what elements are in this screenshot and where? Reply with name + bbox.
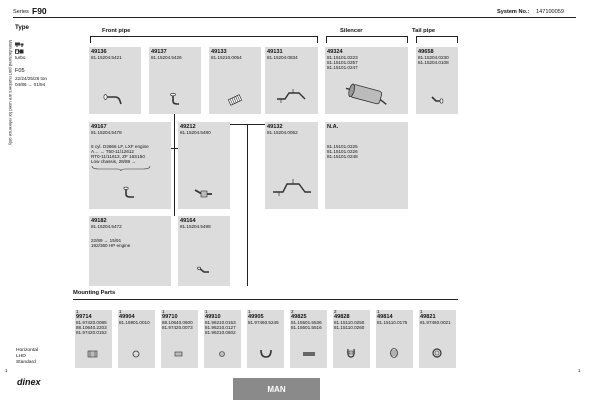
mounting-code: 81.15110.0260 [334, 325, 365, 330]
mounting-code: 81.15501.5536 [291, 320, 322, 325]
mounting-part-49828[interactable] [333, 310, 370, 368]
connector-49137-49212 [174, 114, 175, 216]
part-card-49164[interactable] [178, 216, 230, 286]
mounting-code: 88.10640.0600 [162, 320, 193, 325]
note-2: A… → T50-11/12612 [91, 149, 134, 154]
system-value: 147100059 [536, 9, 564, 15]
mounting-code: 88.10640.2203 [76, 325, 107, 330]
mounting-code: 81.15110.0250 [334, 320, 365, 325]
mounting-qty: 1 [420, 309, 423, 314]
mounting-number: 49814 [377, 314, 393, 320]
part-code: 81.15204.5498 [180, 224, 211, 229]
part-number: 49324 [327, 49, 343, 55]
part-number: 49212 [180, 124, 196, 130]
mounting-qty: 2 [291, 309, 294, 314]
part-number: 49133 [211, 49, 227, 55]
note-brace [91, 165, 151, 171]
part-code-1: 81.15204.0230 [418, 55, 449, 60]
part-code-2: 81.15101.0226 [327, 149, 358, 154]
mounting-picture [259, 346, 273, 364]
bent-pipe-picture [275, 87, 309, 105]
silencer-picture [343, 81, 391, 109]
connector-h1 [171, 148, 178, 149]
mounting-part-49814[interactable] [376, 310, 413, 368]
mounting-qty: 1 [205, 309, 208, 314]
date-range: 04/86 → 01/94 [15, 82, 46, 87]
short-pipe-picture [196, 266, 212, 278]
elbow-pipe-picture [169, 93, 181, 107]
mounting-picture [302, 346, 316, 364]
part-code: 81.15204.5421 [91, 55, 122, 60]
long-pipe-picture [271, 176, 313, 198]
part-code-3: 81.15101.0247 [327, 65, 358, 70]
mounting-code: 81.96210.0127 [205, 325, 236, 330]
mounting-qty: 1 [248, 309, 251, 314]
connector-v2 [247, 124, 248, 286]
tonnage: 22/24/25/26 ton [15, 76, 47, 81]
series-label: Series [13, 9, 29, 15]
mounting-number: 49825 [291, 314, 307, 320]
part-card-49212[interactable] [178, 122, 230, 209]
mounting-number: 49905 [248, 314, 264, 320]
part-code: 81.15204.5478 [91, 130, 122, 135]
part-card-49132[interactable] [265, 122, 318, 209]
tail-pipe-picture [430, 95, 444, 107]
part-card-49136[interactable] [89, 47, 141, 114]
mounting-picture [173, 346, 185, 364]
mounting-part-49910[interactable] [204, 310, 241, 368]
mounting-qty: 1 [119, 309, 122, 314]
mounting-code: 81.15901.0010 [119, 320, 150, 325]
header-rule [13, 17, 576, 18]
type-line-2: turbo [15, 55, 26, 60]
mounting-part-99710[interactable] [161, 310, 198, 368]
part-card-49133[interactable] [209, 47, 261, 114]
part-code: 81.15204.0834 [267, 55, 298, 60]
mounting-code: 81.97460.0021 [420, 320, 451, 325]
mounting-number: 49828 [334, 314, 350, 320]
part-card-49167[interactable] [89, 122, 171, 209]
model-label: F05 [15, 68, 25, 74]
front-pipe-variant-picture [123, 186, 137, 200]
part-code-2: 81.15204.0108 [418, 60, 449, 65]
silencer-heading: Silencer [340, 28, 363, 34]
part-number: 49132 [267, 124, 283, 130]
note-1: 22/89 → 15/91 [91, 238, 122, 243]
page-number-right: 1 [578, 368, 581, 373]
part-code-1: 81.15101.0225 [327, 144, 358, 149]
dinex-logo [17, 375, 45, 387]
page-number-left: 1 [5, 368, 8, 373]
tail-pipe-heading: Tail pipe [412, 28, 436, 34]
mounting-part-49904[interactable] [118, 310, 155, 368]
mounting-number: 99714 [76, 314, 92, 320]
part-code-2: 81.15101.0257 [327, 60, 358, 65]
part-number: 49182 [91, 218, 107, 224]
tail-pipe-bracket-r [457, 36, 458, 43]
mounting-part-49905[interactable] [247, 310, 284, 368]
front-pipe-bracket-l [90, 36, 91, 43]
mounting-code: 81.96210.0153 [205, 320, 236, 325]
silencer-bracket-l [326, 36, 327, 43]
type-line-1: FNL [15, 49, 24, 54]
mounting-number: 49904 [119, 314, 135, 320]
mounting-rule [73, 299, 458, 300]
silencer-bracket-r [407, 36, 408, 43]
tail-pipe-bracket [416, 36, 458, 37]
mounting-code: 81.96210.0602 [205, 330, 236, 335]
note-4: Low chassis, 28/88 → [91, 159, 136, 164]
mounting-picture [388, 346, 400, 364]
config-line-2: LHD [16, 354, 26, 359]
mounting-picture [130, 346, 142, 364]
silencer-bracket [326, 36, 408, 37]
truck-icon [15, 34, 24, 39]
part-code: 81.15204.5472 [91, 224, 122, 229]
front-pipe-bracket-r [317, 36, 318, 43]
mounting-part-99714[interactable] [75, 310, 112, 368]
mounting-number: 49910 [205, 314, 221, 320]
mounting-code: 81.97420.0073 [162, 325, 193, 330]
part-number: N.A. [327, 124, 339, 130]
note-1: 6 cyl. D2866 LF, LXF engine [91, 144, 149, 149]
mounting-code: 81.97420.0152 [76, 330, 107, 335]
part-number: 49167 [91, 124, 107, 130]
side-disclaimer: Manufactured part numbers are used for reference only [8, 40, 13, 146]
part-number: 49164 [180, 218, 196, 224]
mounting-code: 81.97460.5245 [248, 320, 279, 325]
mounting-picture [431, 346, 443, 364]
part-card-49131[interactable] [265, 47, 318, 114]
tail-pipe-bracket-l [416, 36, 417, 43]
part-card-49658[interactable] [416, 47, 458, 114]
connector-pipe-picture [192, 186, 216, 200]
series-value: F90 [32, 6, 47, 16]
mounting-picture [87, 346, 99, 364]
mounting-qty: 1 [162, 309, 165, 314]
part-card-na[interactable] [325, 122, 408, 209]
config-line-1: Horizontal [16, 348, 39, 353]
front-pipe-bracket [90, 36, 318, 37]
part-code-1: 81.15101.0223 [327, 55, 358, 60]
part-number: 49658 [418, 49, 434, 55]
mounting-part-49825[interactable] [290, 310, 327, 368]
part-code: 81.15204.5426 [151, 55, 182, 60]
system-label: System No.: [497, 9, 530, 15]
part-code: 81.15210.0054 [211, 55, 242, 60]
mounting-qty: 1 [377, 309, 380, 314]
part-card-49324[interactable] [325, 47, 408, 114]
front-pipe-picture [103, 93, 127, 105]
part-number: 49131 [267, 49, 283, 55]
front-pipe-heading: Front pipe [102, 28, 131, 34]
type-label: Type [15, 24, 29, 31]
note-2: 192/360 HP engine [91, 243, 131, 248]
engine-icon [15, 41, 24, 46]
config-line-3: Standard [16, 360, 36, 365]
part-code: 81.15204.5480 [180, 130, 211, 135]
part-number: 49137 [151, 49, 167, 55]
mounting-qty: 1 [76, 309, 79, 314]
part-code: 81.15204.0052 [267, 130, 298, 135]
part-code-3: 81.15101.0248 [327, 154, 358, 159]
note-3: RT0-11/11613, ZF 16S150 [91, 154, 145, 159]
mounting-code: 81.97420.0085 [76, 320, 107, 325]
mounting-part-49821[interactable] [419, 310, 456, 368]
part-number: 49136 [91, 49, 107, 55]
mounting-number: 99710 [162, 314, 178, 320]
mounting-code: 81.15110.0175 [377, 320, 408, 325]
part-card-49137[interactable] [149, 47, 201, 114]
mounting-number: 49821 [420, 314, 436, 320]
make-label: MAN [267, 384, 286, 394]
svg-text:dinex: dinex [17, 377, 41, 387]
mounting-picture [216, 346, 228, 364]
mounting-code: 81.15501.5516 [291, 325, 322, 330]
mounting-parts-heading: Mounting Parts [73, 290, 116, 296]
mounting-qty: 2 [334, 309, 337, 314]
mounting-picture [345, 346, 357, 364]
flex-pipe-picture [227, 94, 243, 106]
part-card-49182[interactable] [89, 216, 171, 286]
make-banner [233, 378, 320, 400]
